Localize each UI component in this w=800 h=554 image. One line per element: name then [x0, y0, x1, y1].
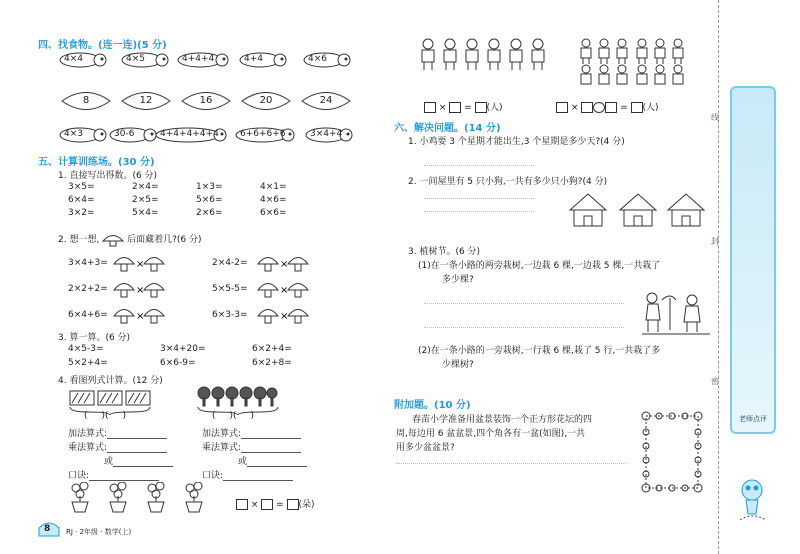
caterpillar-icon[interactable]: 4+4+4+4+4	[154, 127, 234, 143]
sec6-q3b-line1: (2)在一条小路的一旁栽树,一行栽 6 棵,栽了 5 行,一共栽了多	[418, 346, 661, 356]
answer-box[interactable]	[449, 102, 461, 113]
mul-line-left: 乘法算式:	[68, 440, 167, 453]
leaf-icon[interactable]: 12	[120, 90, 172, 112]
sec6-q2: 2. 一间屋里有 5 只小狗,一共有多少只小狗?(4 分)	[408, 177, 608, 187]
mushroom-pair[interactable]	[256, 253, 312, 275]
rhyme-line-right: 口诀:	[202, 468, 293, 481]
rhyme-line-left: 口诀:	[68, 468, 159, 481]
binding-mark: 封	[711, 237, 719, 246]
mushroom-pair[interactable]	[256, 305, 312, 327]
square-flowerbed-picture	[636, 406, 708, 498]
caterpillar-icon[interactable]: 3×4+4	[304, 127, 364, 143]
answer-box[interactable]	[261, 499, 273, 510]
mushroom-pair[interactable]	[112, 279, 168, 301]
answer-box[interactable]	[424, 102, 436, 113]
answer-box[interactable]	[236, 499, 248, 510]
mushroom-pair[interactable]	[112, 305, 168, 327]
answer-line[interactable]	[424, 326, 624, 328]
houses-picture	[566, 190, 708, 230]
caterpillar-icon[interactable]: 4×4	[58, 52, 118, 68]
answer-line[interactable]	[424, 197, 534, 199]
svg-text:×: ×	[136, 311, 145, 322]
flower-pots-picture	[66, 482, 218, 514]
leaf-icon[interactable]: 8	[60, 90, 112, 112]
caterpillar-icon[interactable]: 6+6+6+6	[234, 127, 304, 143]
pots-equation: × = (朵)	[236, 497, 315, 510]
q2-title: 2. 想一想, 后面藏着几?(6 分)	[58, 232, 201, 247]
mascot-icon	[736, 476, 772, 524]
leaf-icon[interactable]: 24	[300, 90, 352, 112]
q1-title: 1. 直接写出得数。(6 分)	[58, 171, 158, 181]
q4-title: 4. 看图列式计算。(12 分)	[58, 376, 163, 386]
caterpillar-icon[interactable]: 4+4	[238, 52, 298, 68]
svg-text:×: ×	[136, 259, 145, 270]
caterpillar-icon[interactable]: 4×5	[120, 52, 180, 68]
q3-grid: 4×5-3= 3×4+20= 6×2+4= 5×2+4= 6×6-9= 6×2+8=	[68, 344, 292, 368]
leaf-icon[interactable]: 20	[240, 90, 292, 112]
paren-group: ( )( )	[84, 411, 127, 421]
tree-planting-picture	[640, 290, 712, 336]
footer-text: RJ · 2年级 · 数学(上)	[66, 528, 132, 536]
mushroom-icon	[102, 233, 124, 247]
extra-line3: 用多少盆盆景?	[396, 443, 455, 453]
answer-line[interactable]	[396, 462, 626, 464]
section5-title: 五、计算训练场。(30 分)	[38, 157, 155, 168]
answer-box[interactable]	[605, 102, 617, 113]
svg-text:×: ×	[280, 285, 289, 296]
q1-grid: 3×5= 2×4= 1×3= 4×1= 6×4= 2×5= 5×6= 4×6= 3×2= 5×4= 2×6= 6×6=	[68, 182, 287, 218]
paren-group: ( )( )	[212, 411, 255, 421]
caterpillar-icon[interactable]: 4+4+4	[176, 52, 236, 68]
sec6-q3a-line1: (1)在一条小路的两旁栽树,一边栽 6 棵,一边栽 5 棵,一共栽了	[418, 261, 661, 271]
sec6-q3: 3. 植树节。(6 分)	[408, 247, 481, 257]
answer-box[interactable]	[475, 102, 487, 113]
answer-box[interactable]	[581, 102, 593, 113]
answer-blank[interactable]	[241, 443, 301, 453]
children-group-right	[578, 38, 702, 90]
caterpillar-icon[interactable]: 4×6	[302, 52, 362, 68]
q3-title: 3. 算一算。(6 分)	[58, 333, 131, 343]
add-line-left: 加法算式:	[68, 426, 167, 439]
people-equation-right: × = (人)	[556, 100, 659, 113]
teacher-comment-panel[interactable]	[730, 86, 776, 434]
binding-mark: 密	[711, 377, 719, 386]
teacher-comment-label: 老师点评	[739, 415, 767, 423]
mul-line-right: 乘法算式:	[202, 440, 301, 453]
answer-box[interactable]	[556, 102, 568, 113]
extra-line2: 周,每边用 6 盆盆景,四个角各有一盆(如图),一共	[396, 429, 586, 439]
answer-blank[interactable]	[223, 471, 293, 481]
caterpillar-icon[interactable]: 30-6	[108, 127, 168, 143]
sec6-q1: 1. 小鸡要 3 个星期才能出生,3 个星期是多少天?(4 分)	[408, 137, 625, 147]
add-line-right: 加法算式:	[202, 426, 301, 439]
answer-blank[interactable]	[113, 457, 173, 467]
answer-blank[interactable]	[247, 457, 307, 467]
leaf-icon[interactable]: 16	[180, 90, 232, 112]
or-line-right: 或	[238, 454, 307, 467]
q2-grid: 3×4+3= × 2×4-2= × 2×2+2= × 5×5-5= × 6×4+6= × 6×3-3= ×	[68, 253, 388, 331]
binding-line	[718, 0, 719, 554]
answer-line[interactable]	[424, 164, 534, 166]
answer-line[interactable]	[424, 302, 624, 304]
sec6-q3a-line2: 多少棵?	[442, 275, 474, 285]
people-equation-left: × = (人)	[424, 100, 503, 113]
mushroom-pair[interactable]	[112, 253, 168, 275]
sec6-q3b-line2: 少棵树?	[442, 360, 474, 370]
answer-line[interactable]	[424, 210, 534, 212]
answer-blank[interactable]	[107, 429, 167, 439]
svg-text:×: ×	[280, 311, 289, 322]
svg-text:×: ×	[280, 259, 289, 270]
or-line-left: 或	[104, 454, 173, 467]
operator-circle[interactable]	[593, 102, 605, 113]
page-number: 8	[44, 524, 51, 534]
binding-mark: 线	[711, 113, 719, 122]
section4-title: 四、找食物。(连一连)(5 分)	[38, 40, 167, 51]
section6-title: 六、解决问题。(14 分)	[394, 123, 501, 134]
children-group-left	[418, 38, 554, 90]
svg-text:×: ×	[136, 285, 145, 296]
answer-blank[interactable]	[107, 443, 167, 453]
answer-blank[interactable]	[241, 429, 301, 439]
extra-line1: 春苗小学准备用盆景装饰一个正方形花坛的四	[412, 415, 593, 425]
answer-box[interactable]	[287, 499, 299, 510]
answer-box[interactable]	[631, 102, 643, 113]
answer-blank[interactable]	[89, 471, 159, 481]
caterpillar-icon[interactable]: 4×3	[58, 127, 118, 143]
mushroom-pair[interactable]	[256, 279, 312, 301]
extra-title: 附加题。(10 分)	[394, 400, 471, 411]
